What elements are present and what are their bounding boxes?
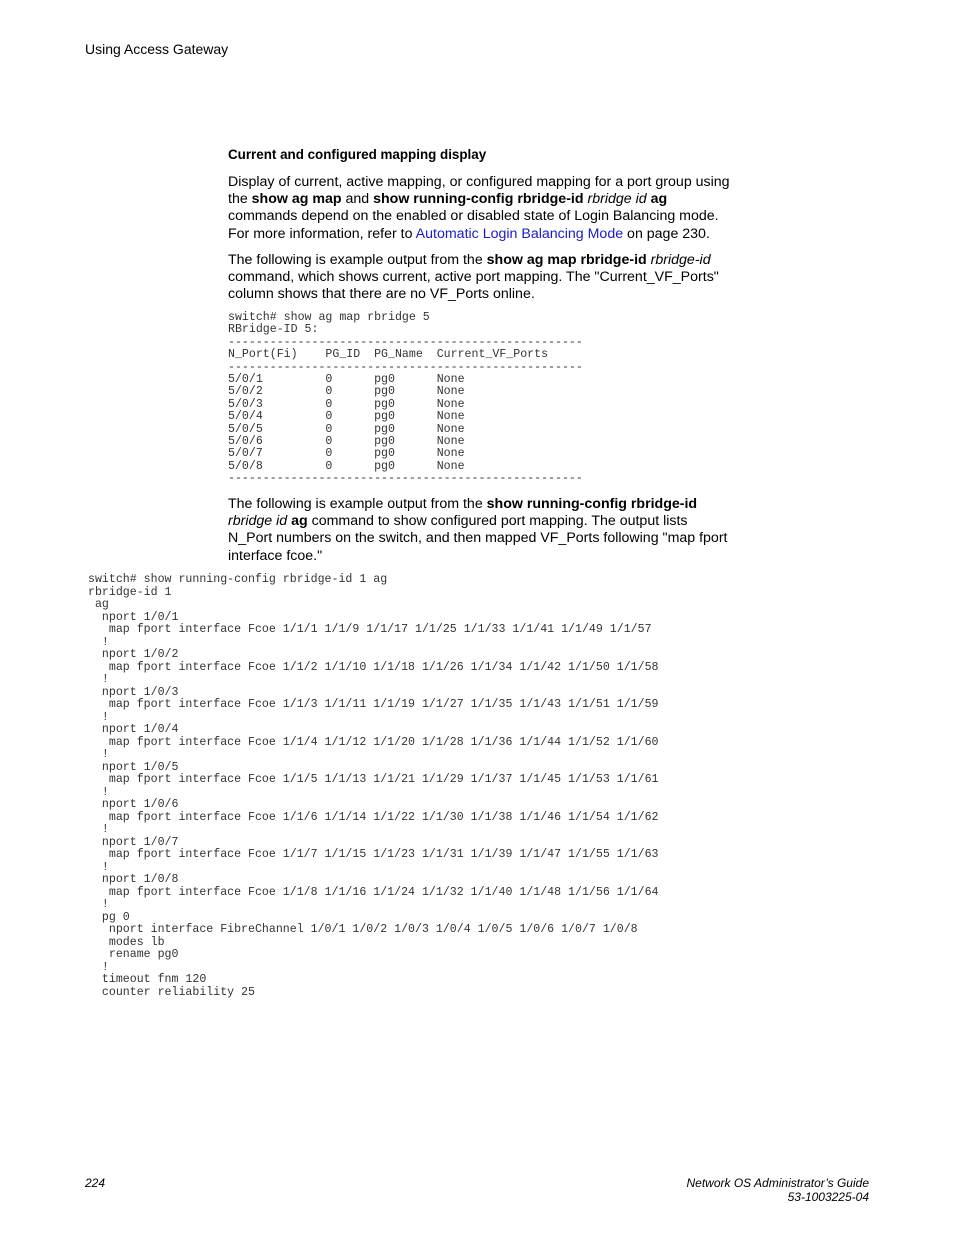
guide-title: Network OS Administrator’s Guide [686,1176,869,1190]
running-config-paragraph: The following is example output from the show running-config rbridge-id rbridge id ag command to show configured port mapping. The output lists N_Port numbers on the switch, and then mapped VF_Ports following "map fport interface fcoe." [228,496,728,564]
ag-map-code-example: switch# show ag map rbridge 5 RBridge-ID 5: --------------------------------------------------- N_Port(Fi) PG_ID PG_Name Current_VF_Ports --------------------------------------------------- 5/0/1 0 pg0 None 5/0/2 0 pg0 None 5/0/3 0 pg0 None 5/0/4 0 pg0 None 5/0/5 0 pg0 None 5/0/6 0 pg0 None 5/0/7 0 pg0 None 5/0/8 0 pg0 None --------------------------------------------------- [228,311,583,486]
running-header: Using Access Gateway [85,41,229,57]
footer-doc-info [686,1176,869,1204]
doc-number: 53-1003225-04 [787,1190,869,1204]
login-balancing-link[interactable]: Automatic Login Balancing Mode [415,225,624,242]
page-number: 224 [85,1176,106,1190]
running-config-code-example: switch# show running-config rbridge-id 1 ag rbridge-id 1 ag nport 1/0/1 map fport interface Fcoe 1/1/1 1/1/9 1/1/17 1/1/25 1/1/33 1/1/41 1/1/49 1/1/57 ! nport 1/0/2 map fport interface Fcoe 1/1/2 1/1/10 1/1/18 1/1/26 1/1/34 1/1/42 1/1/50 1/1/58 ! nport 1/0/3 map fport interface Fcoe 1/1/3 1/1/11 1/1/19 1/1/27 1/1/35 1/1/43 1/1/51 1/1/59 ! nport 1/0/4 map fport interface Fcoe 1/1/4 1/1/12 1/1/20 1/1/28 1/1/36 1/1/44 1/1/52 1/1/60 ! nport 1/0/5 map fport interface Fcoe 1/1/5 1/1/13 1/1/21 1/1/29 1/1/37 1/1/45 1/1/53 1/1/61 ! nport 1/0/6 map fport interface Fcoe 1/1/6 1/1/14 1/1/22 1/1/30 1/1/38 1/1/46 1/1/54 1/1/62 ! nport 1/0/7 map fport interface Fcoe 1/1/7 1/1/15 1/1/23 1/1/31 1/1/39 1/1/47 1/1/55 1/1/63 ! nport 1/0/8 map fport interface Fcoe 1/1/8 1/1/16 1/1/24 1/1/32 1/1/40 1/1/48 1/1/56 1/1/64 ! pg 0 nport interface FibreChannel 1/0/1 1/0/2 1/0/3 1/0/4 1/0/5 1/0/6 1/0/7 1/0/8 modes lb rename pg0 ! timeout fnm 120 counter reliability 25 [88,573,659,999]
ag-map-paragraph: The following is example output from the show ag map rbridge-id rbridge-id command, which shows current, active port mapping. The "Current_VF_Ports" column shows that there are no VF_Ports online. [228,252,719,303]
intro-paragraph: Display of current, active mapping, or configured mapping for a port group using the show ag map and show running-config rbridge-id rbridge id ag commands depend on the enabled or disabled state of Login Balancing mode. For more information, refer to Automatic Login Balancing Mode on page 230. [228,174,730,242]
section-heading: Current and configured mapping display [228,147,487,162]
